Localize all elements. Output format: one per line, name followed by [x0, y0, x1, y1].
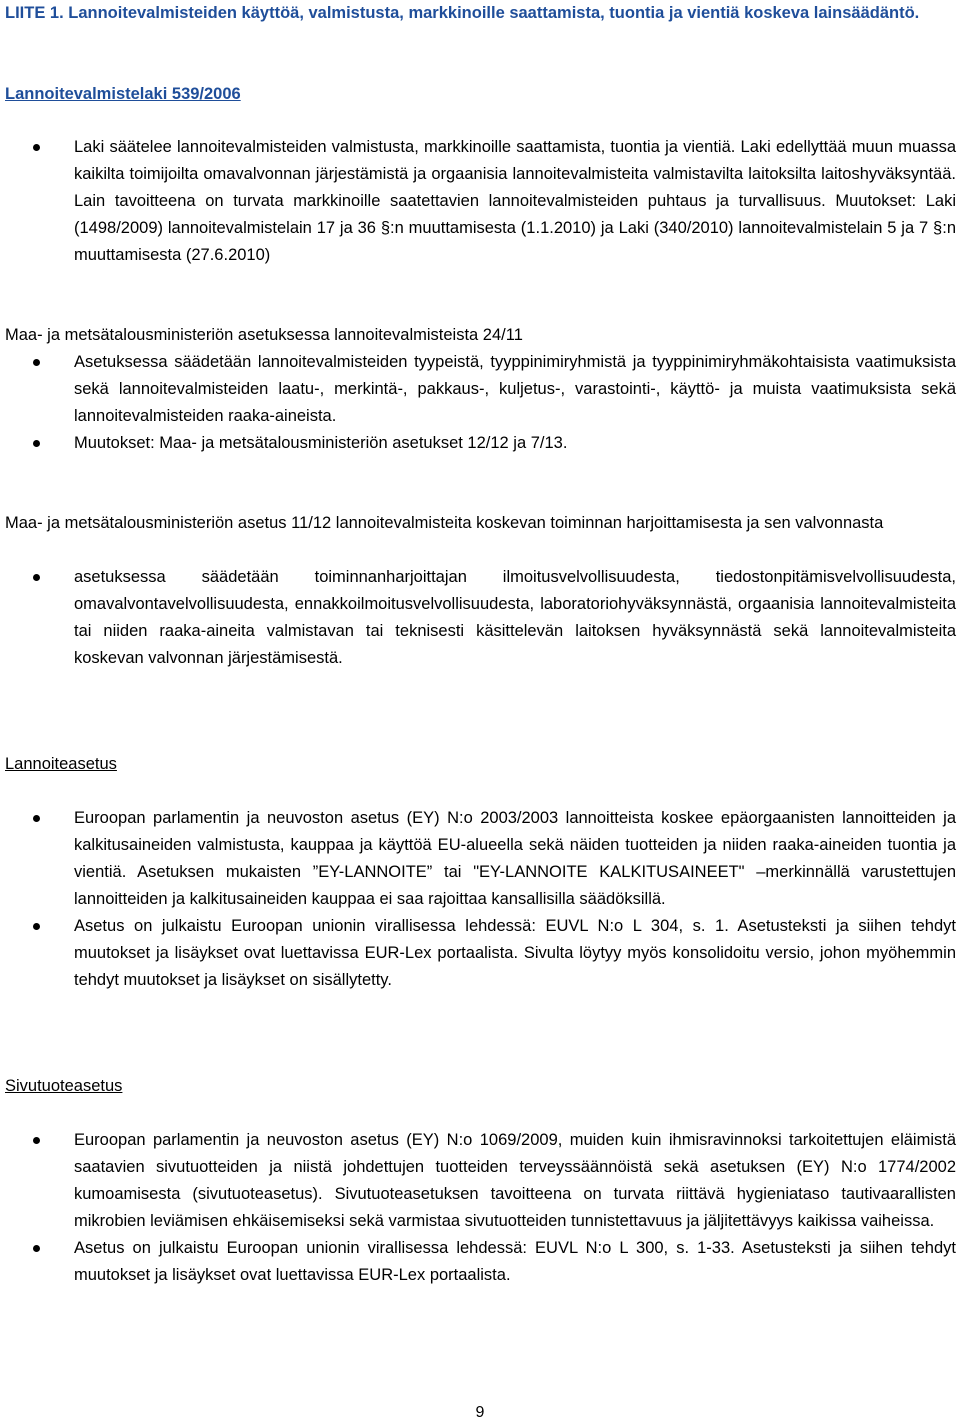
- bullet-icon: [33, 574, 40, 581]
- bullet-icon: [33, 923, 40, 930]
- section-heading-lannoitevalmistelaki: Lannoitevalmistelaki 539/2006: [5, 85, 241, 103]
- list-item: asetuksessa säädetään toiminnanharjoittajan ilmoitusvelvollisuudesta, tiedostonpitämisvelvollisuudesta, omavalvontavelvollisuudesta, ennakkoilmoitusvelvollisuudesta, laboratoriohyväksynnästä, orgaanisia lannoitevalmisteita tai niiden raaka-aineita valmistavan tai teknisesti käsittelevän laitoksen hyväksynnästä sekä lannoitevalmisteita koskevan valvonnan järjestämisestä.: [0, 564, 960, 672]
- bullet-icon: [33, 144, 40, 151]
- list-item: Euroopan parlamentin ja neuvoston asetus (EY) N:o 2003/2003 lannoitteista koskee epäorgaanisten lannoitteiden ja kalkitusaineiden valmistusta, kauppaa ja käyttöä EU-alueella sekä näiden tuotteiden ja niiden raaka-aineiden tuontia ja vientiä. Asetuksen mukaisten ”EY-LANNOITE” tai "EY-LANNOITE KALKITUSAINEET" –merkinnällä varustettujen lannoitteiden ja kalkitusaineiden kauppaa ei saa rajoittaa kansallisilla säädöksillä.: [0, 805, 960, 913]
- bullet-icon: [33, 1137, 40, 1144]
- list-item: Euroopan parlamentin ja neuvoston asetus (EY) N:o 1069/2009, muiden kuin ihmisravinnoksi tarkoitettujen eläimistä saatavien sivutuotteiden ja niistä johdettujen tuotteiden terveyssäännöistä sekä asetuksen (EY) N:o 1774/2002 kumoamisesta (sivutuoteasetus). Sivutuoteasetuksen tavoitteena on turvata riittävä hygieniataso tautivaarallisten mikrobien leviämisen ehkäisemiseksi sekä varmistaa sivutuotteiden tunnistettavuus ja jäljitettävyys kaikissa vaiheissa.: [0, 1127, 960, 1235]
- section-heading-mmm-asetus-11-12: Maa- ja metsätalousministeriön asetus 11/12 lannoitevalmisteita koskevan toiminnan harjoittamisesta ja sen valvonnasta: [5, 514, 884, 532]
- list-item: Muutokset: Maa- ja metsätalousministeriön asetukset 12/12 ja 7/13.: [0, 430, 960, 457]
- page-number: 9: [475, 1404, 485, 1421]
- list-item: Asetus on julkaistu Euroopan unionin virallisessa lehdessä: EUVL N:o L 304, s. 1. Asetusteksti ja siihen tehdyt muutokset ja lisäykset ovat luettavissa EUR-Lex portaalista. Sivulta löytyy myös konsolidoitu versio, johon myöhemmin tehdyt muutokset ja lisäykset on sisällytetty.: [0, 913, 960, 994]
- bullet-icon: [33, 1245, 40, 1252]
- list-item: Asetuksessa säädetään lannoitevalmisteiden tyypeistä, tyyppinimiryhmistä ja tyyppinimiryhmäkohtaisista vaatimuksista sekä lannoitevalmisteiden laatu-, merkintä-, pakkaus-, kuljetus-, varastointi-, käyttö- ja muista vaatimuksista sekä lannoitevalmisteiden raaka-aineista.: [0, 349, 960, 430]
- bullet-icon: [33, 359, 40, 366]
- section-heading-mmm-asetus-24-11: Maa- ja metsätalousministeriön asetuksessa lannoitevalmisteista 24/11: [5, 326, 523, 344]
- document-title: LIITE 1. Lannoitevalmisteiden käyttöä, valmistusta, markkinoille saattamista, tuontia ja vientiä koskeva lainsäädäntö.: [5, 4, 920, 22]
- bullet-icon: [33, 815, 40, 822]
- bullet-list-mmm-asetus-11-12: [0, 564, 960, 672]
- list-item: Laki säätelee lannoitevalmisteiden valmistusta, markkinoille saattamista, tuontia ja vientiä. Laki edellyttää muun muassa kaikilta toimijoilta omavalvonnan järjestämistä ja orgaanisia lannoitevalmisteita valmistavilta laitoksilta laitoshyväksyntää. Lain tavoitteena on turvata markkinoille saatettavien lannoitevalmisteiden puhtaus ja turvallisuus. Muutokset: Laki (1498/2009) lannoitevalmistelain 17 ja 36 §:n muuttamisesta (1.1.2010) ja Laki (340/2010) lannoitevalmistelain 5 ja 7 §:n muuttamisesta (27.6.2010): [0, 134, 960, 269]
- list-item: Asetus on julkaistu Euroopan unionin virallisessa lehdessä: EUVL N:o L 300, s. 1-33. Asetusteksti ja siihen tehdyt muutokset ja lisäykset ovat luettavissa EUR-Lex portaalista.: [0, 1235, 960, 1289]
- bullet-icon: [33, 440, 40, 447]
- bullet-list-lannoitevalmistelaki: [0, 134, 960, 269]
- bullet-list-sivutuoteasetus: [0, 1127, 960, 1289]
- bullet-list-mmm-asetus-24-11: [0, 349, 960, 457]
- bullet-list-lannoiteasetus: [0, 805, 960, 994]
- section-heading-lannoiteasetus: Lannoiteasetus: [5, 755, 117, 773]
- section-heading-sivutuoteasetus: Sivutuoteasetus: [5, 1077, 123, 1095]
